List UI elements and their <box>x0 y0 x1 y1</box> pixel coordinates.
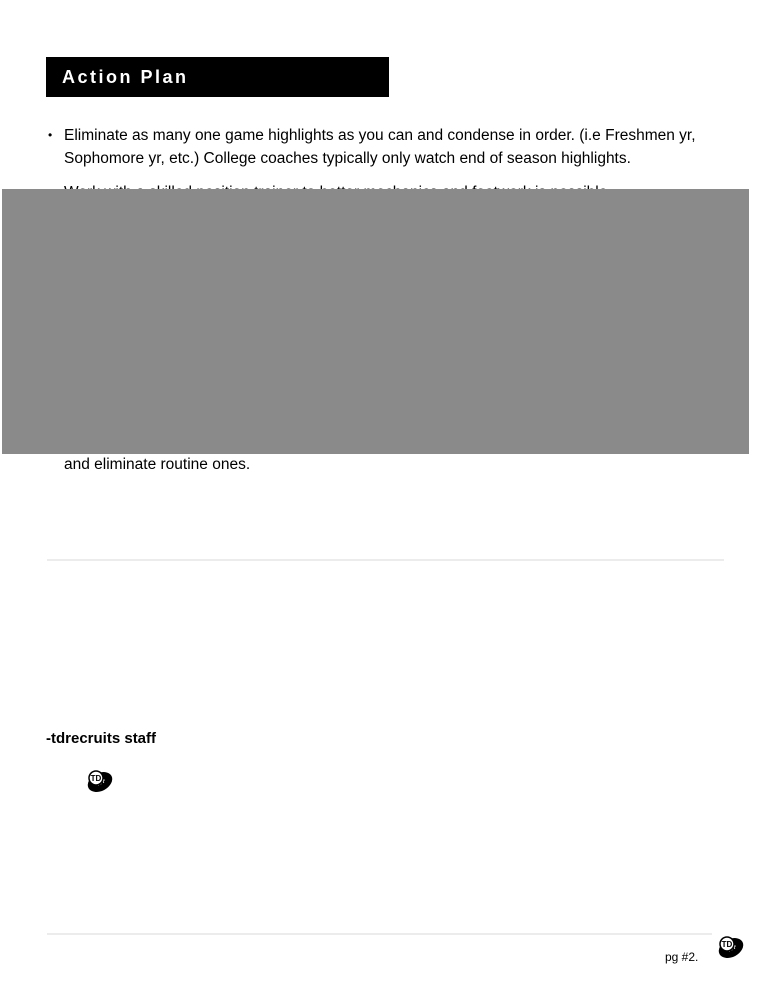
section-title: Action Plan <box>62 66 189 87</box>
td-football-logo-icon <box>716 933 746 963</box>
action-item-continuation: and eliminate routine ones. <box>64 456 251 473</box>
action-item: • Eliminate as many one game highlights as you can and condense in order. (i.e Freshmen yr, Sophomore yr, etc.) College coaches typically only watch end of season highlights. <box>46 124 726 170</box>
staff-signature: -tdrecruits staff <box>46 730 157 747</box>
page-number: pg #2. <box>665 950 699 964</box>
redaction-block <box>2 189 749 454</box>
logo-lettering: TD <box>721 940 733 949</box>
td-football-logo-icon <box>85 767 115 797</box>
logo-lettering: TD <box>90 774 102 783</box>
section-divider <box>47 559 724 561</box>
action-plan-header <box>46 57 389 97</box>
footer-divider <box>47 933 712 935</box>
